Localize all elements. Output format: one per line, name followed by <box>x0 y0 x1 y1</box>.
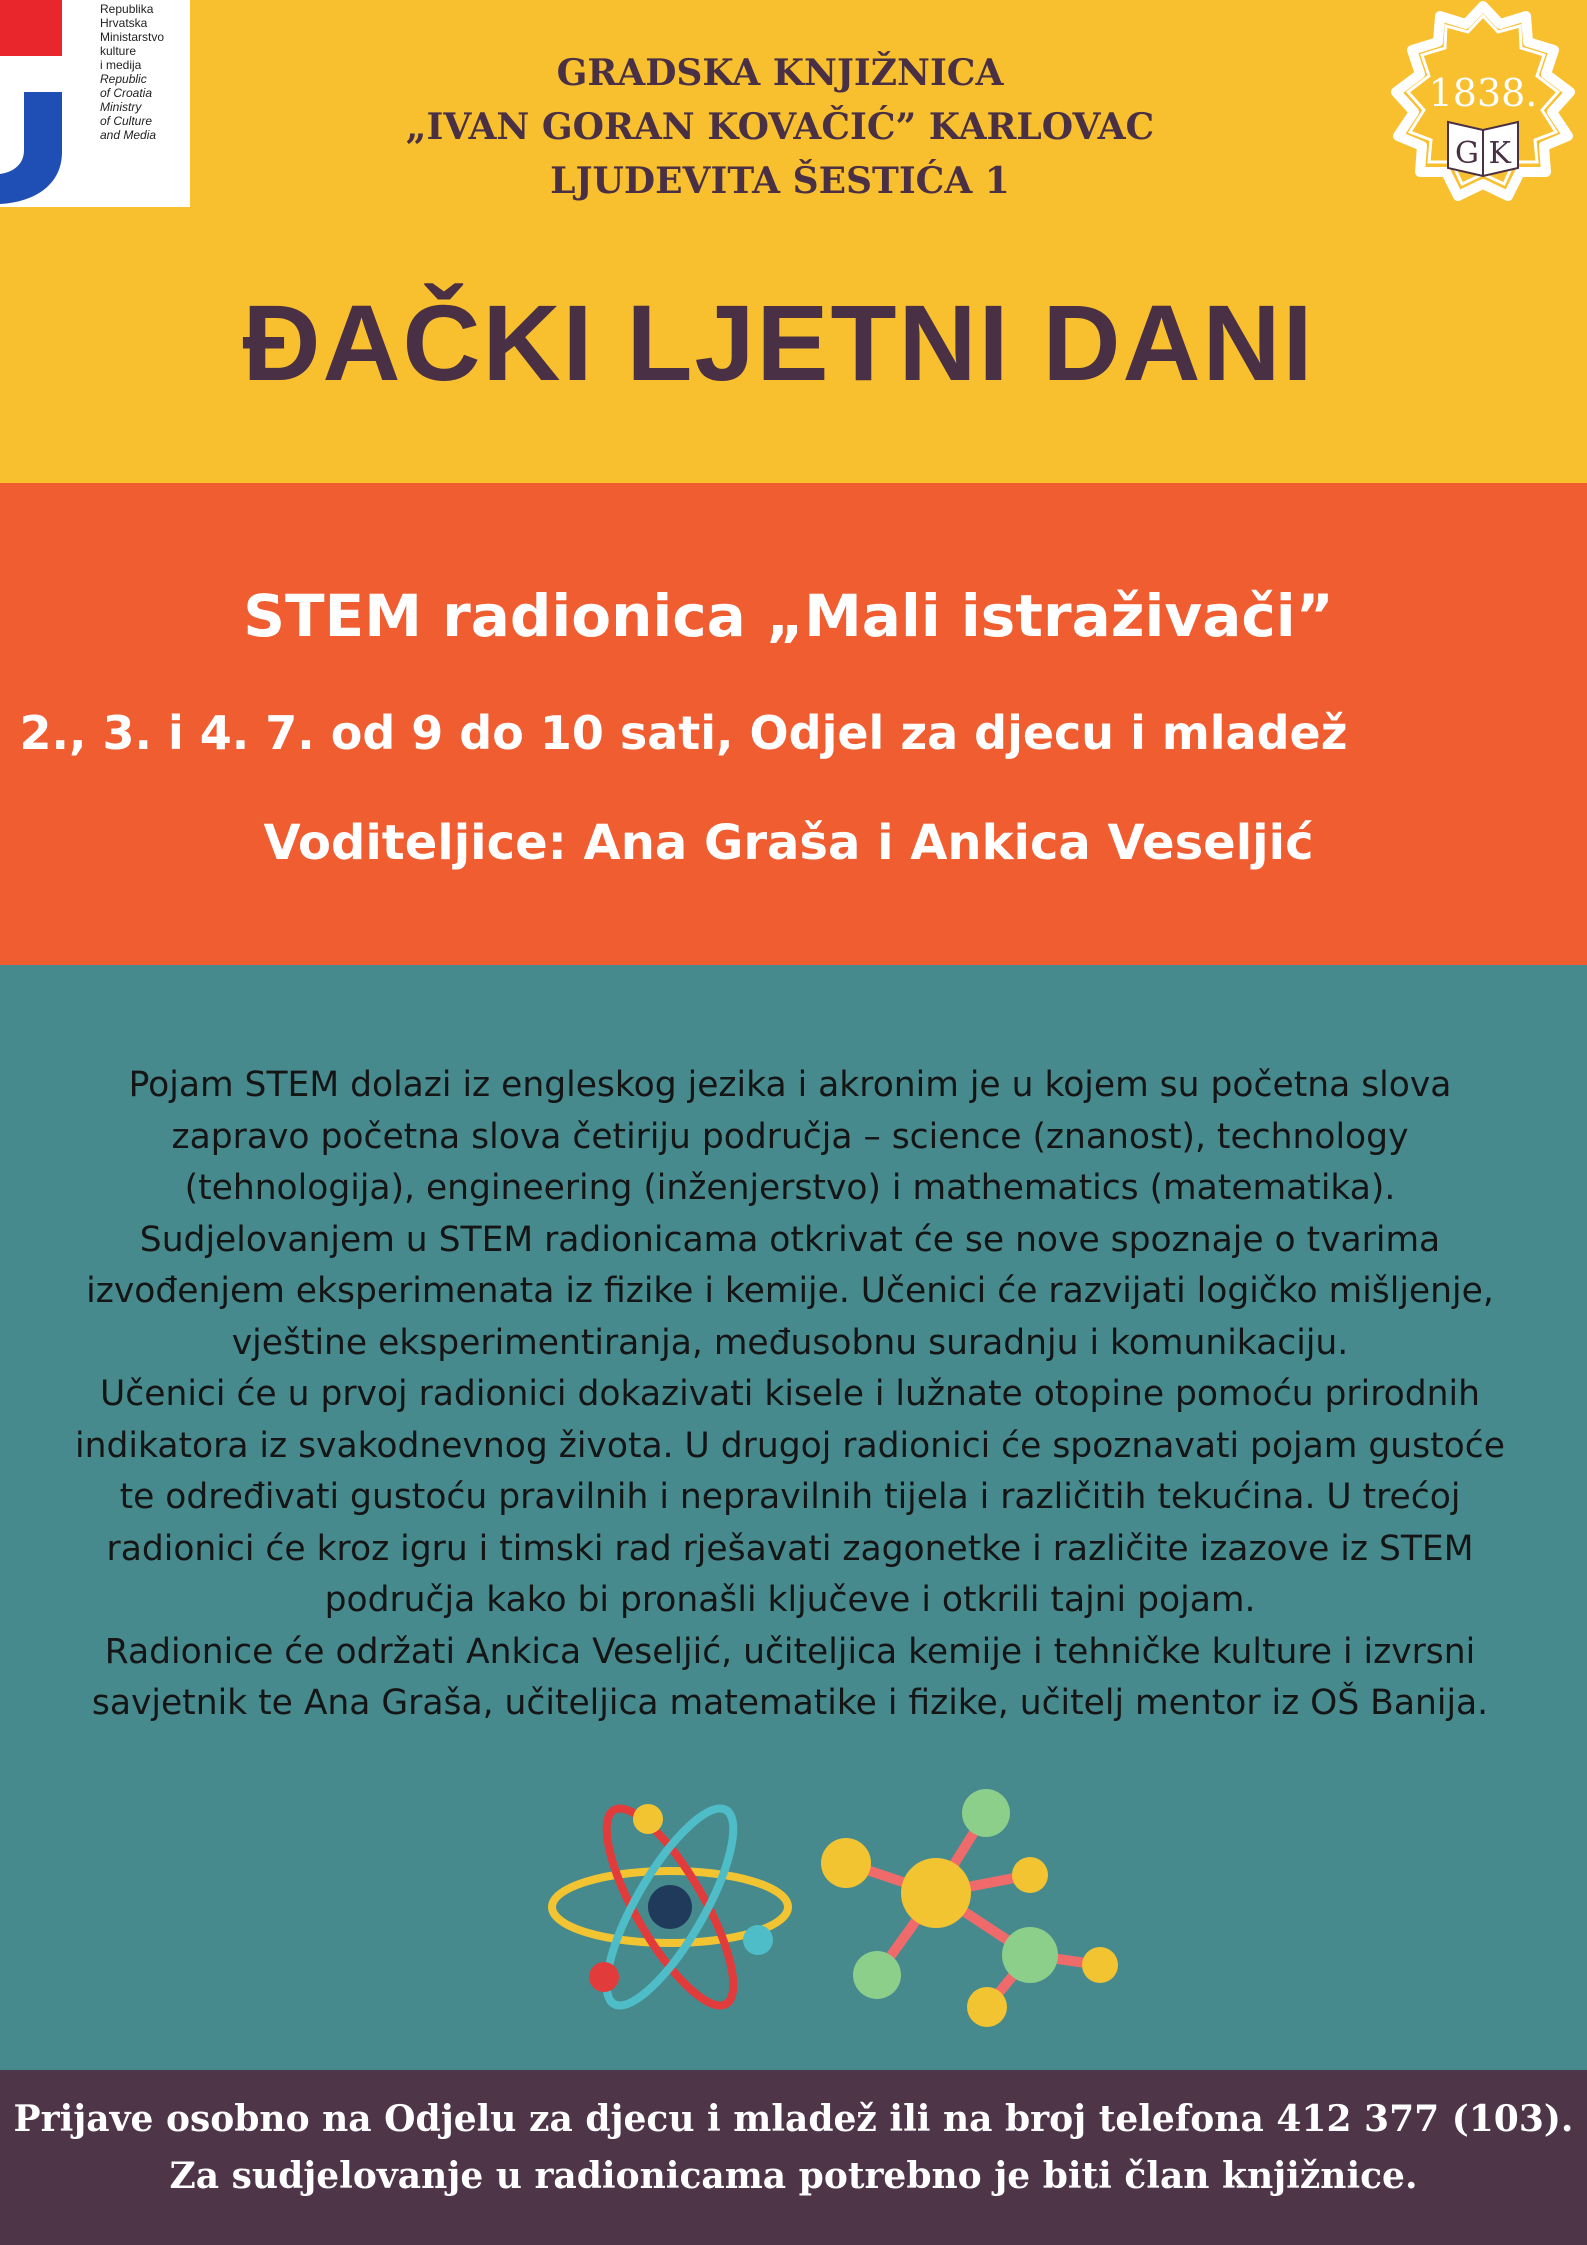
description-text <box>60 1060 1520 1730</box>
ministry-line: Republika <box>100 2 154 16</box>
emblem-initials: G K <box>1455 136 1511 171</box>
ministry-logo <box>0 0 190 207</box>
ministry-line: i medija <box>100 58 142 72</box>
stem-illustration <box>540 1775 1160 2045</box>
ministry-line-en: of Croatia <box>100 86 153 100</box>
flag-red-stripe <box>0 0 62 56</box>
ministry-line: Hrvatska <box>100 16 148 30</box>
ministry-text <box>100 2 188 142</box>
ministry-line-en: Ministry <box>100 100 142 114</box>
description-paragraph: Radionice će održati Ankica Veseljić, učiteljica kemije i tehničke kulture i izvrsni savjetnik te Ana Graša, učiteljica matematike i fizike, učitelj mentor iz OŠ Banija. <box>91 1631 1489 1723</box>
library-address: LJUDEVITA ŠESTIĆA 1 <box>550 160 1010 202</box>
library-full-name: „IVAN GORAN KOVAČIĆ” KARLOVAC <box>405 106 1155 148</box>
description-paragraph: Učenici će u prvoj radionici dokazivati kisele i lužnate otopine pomoću prirodnih indikatora iz svakodnevnog života. U drugoj radionici će spoznavati pojam gustoće te određivati gustoću pravilnih i nepravilnih tijela i različitih tekućina. U trećoj radionici će kroz igru i timski rad rješavati zagonetke i različite izazove iz STEM područja kako bi pronašli ključeve i otkrili tajni pojam. <box>75 1374 1505 1620</box>
library-emblem <box>1388 0 1578 210</box>
emblem-year: 1838. <box>1428 71 1538 115</box>
membership-note: Za sudjelovanje u radionicama potrebno je biti član knjižnice. <box>169 2155 1418 2197</box>
event-schedule: 2., 3. i 4. 7. od 9 do 10 sati, Odjel za djecu i mladež <box>19 706 1348 760</box>
library-name: GRADSKA KNJIŽNICA <box>556 52 1004 94</box>
ministry-line: Ministarstvo <box>100 30 165 44</box>
ministry-line: kulture <box>100 44 137 58</box>
ministry-line-en: and Media <box>100 128 157 142</box>
flag-blue-shape <box>0 92 62 204</box>
event-leaders: Voditeljice: Ana Graša i Ankica Veseljić <box>263 815 1314 871</box>
description-paragraph: Pojam STEM dolazi iz engleskog jezika i akronim je u kojem su početna slova zapravo početna slova četiriju područja – science (znanost), technology (tehnologija), engineering (inženjerstvo) i mathematics (matematika). Sudjelovanjem u STEM radionicama otkrivat će se nove spoznaje o tvarima izvođenjem eksperimenata iz fizike i kemije. Učenici će razvijati logičko mišljenje, vještine eksperimentiranja, međusobnu suradnju i komunikaciju. <box>86 1065 1494 1363</box>
page-title: ĐAČKI LJETNI DANI <box>242 282 1315 403</box>
ministry-line-en: of Culture <box>100 114 153 128</box>
ministry-line-en: Republic <box>100 72 147 86</box>
molecule-icon <box>821 1789 1118 2027</box>
atom-icon <box>552 1793 788 2021</box>
registration-info: Prijave osobno na Odjelu za djecu i mladež ili na broj telefona 412 377 (103). <box>13 2098 1574 2140</box>
event-name: STEM radionica „Mali istraživači” <box>243 582 1334 650</box>
